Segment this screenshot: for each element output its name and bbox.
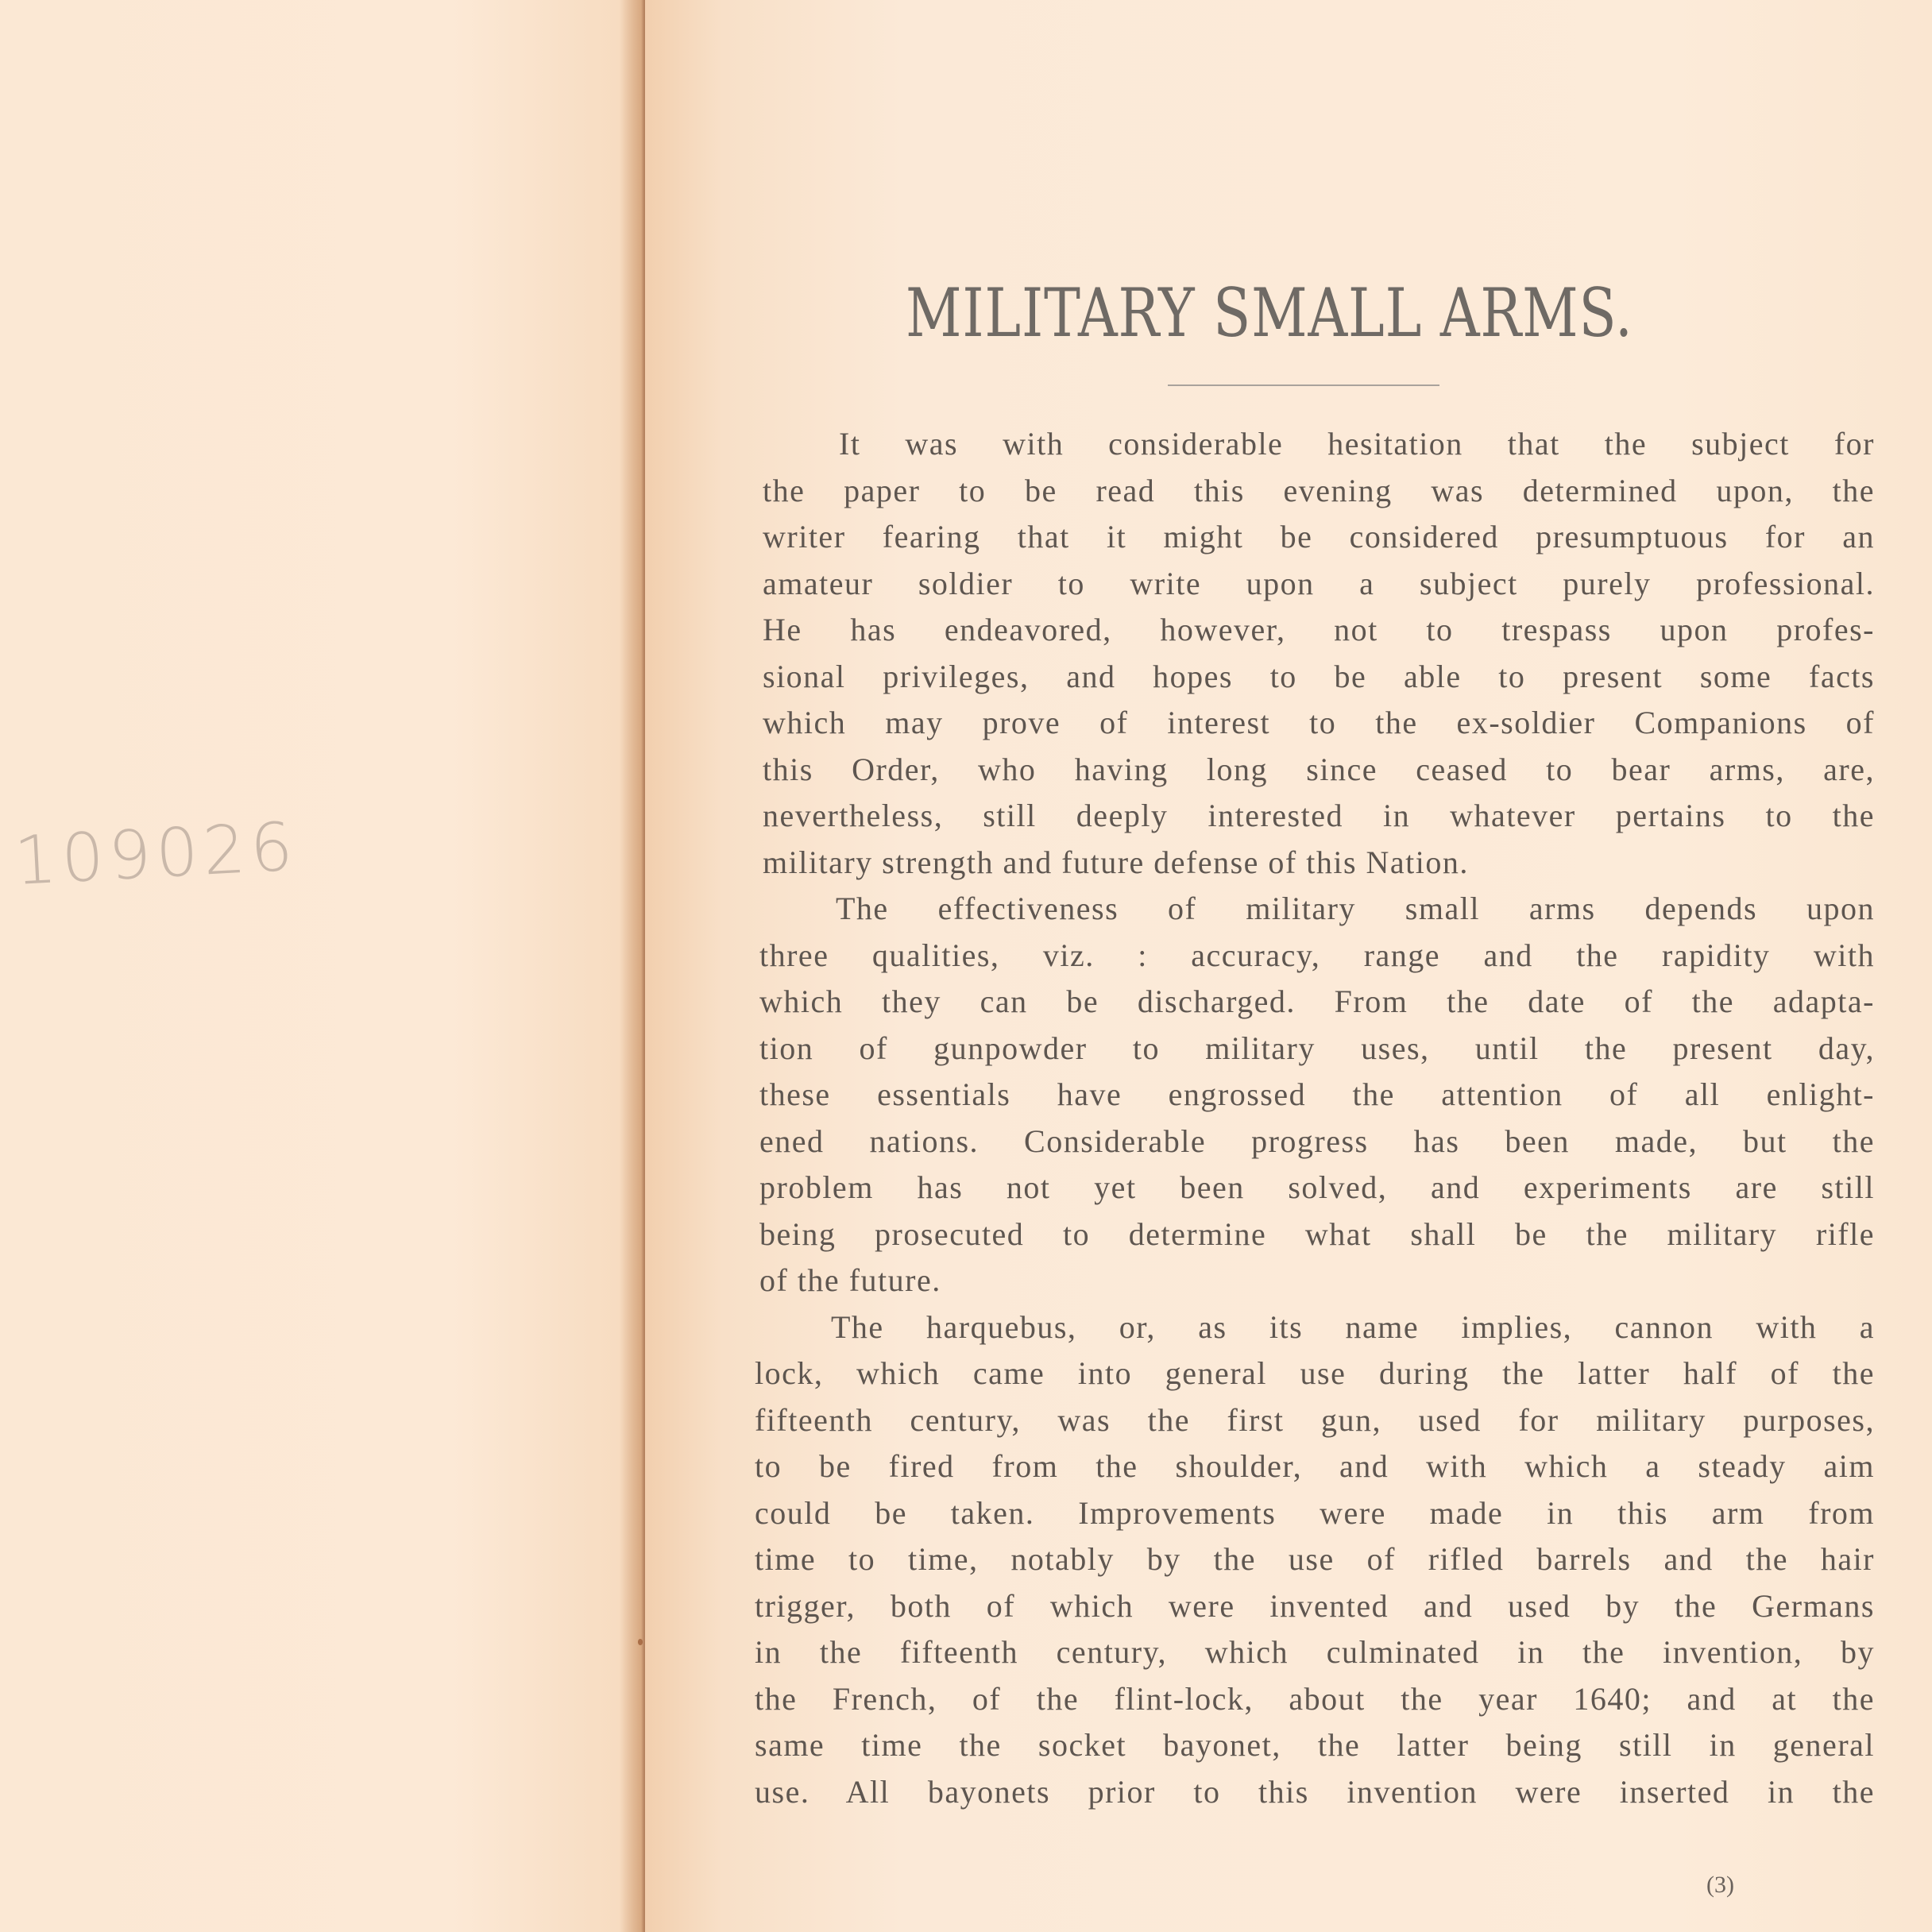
text-line: writer fearing that it might be considered presumptuous for an (763, 519, 1875, 554)
text-line: which they can be discharged. From the date of the adapta- (759, 983, 1875, 1019)
text-line: ened nations. Considerable progress has been made, but the (759, 1122, 1875, 1159)
text-line: He has endeavored, however, not to trespass upon profes- (763, 612, 1875, 647)
text-line: of the future. (759, 1262, 941, 1298)
text-line: in the fifteenth century, which culminated in the invention, by (755, 1634, 1875, 1670)
page-number: (3) (1706, 1872, 1734, 1898)
text-line: The effectiveness of military small arms depends upon (836, 891, 1875, 926)
text-line: being prosecuted to determine what shall be the military rifle (759, 1215, 1875, 1252)
text-line: military strength and future defense of this Nation. (763, 844, 1469, 880)
pencil-accession-number: 109026 (12, 807, 299, 900)
left-page (0, 0, 645, 1932)
text-line: could be taken. Improvements were made in this arm from (755, 1494, 1875, 1531)
text-line: three qualities, viz. : accuracy, range and the rapidity with (759, 937, 1875, 973)
text-line: this Order, who having long since ceased to bear arms, are, (763, 751, 1875, 787)
title-rule (1168, 384, 1439, 386)
body-text (755, 421, 1875, 1815)
paragraph (755, 1304, 1875, 1816)
text-line: lock, which came into general use during the latter half of the (755, 1355, 1875, 1391)
text-line: which may prove of interest to the ex-soldier Companions of (763, 705, 1875, 740)
text-line: time to time, notably by the use of rifled barrels and the hair (755, 1541, 1875, 1577)
text-line: It was with considerable hesitation that the subject for (839, 426, 1875, 462)
paragraph (763, 421, 1875, 886)
text-line: use. All bayonets prior to this invention were inserted in the (755, 1773, 1875, 1810)
text-line: nevertheless, still deeply interested in whatever pertains to the (763, 798, 1875, 833)
text-line: fifteenth century, was the first gun, used for military purposes, (755, 1401, 1875, 1438)
text-line: the paper to be read this evening was determined upon, the (763, 472, 1875, 508)
text-line: the French, of the flint-lock, about the year 1640; and at the (755, 1680, 1875, 1717)
text-line: same time the socket bayonet, the latter being still in general (755, 1727, 1875, 1763)
text-line: problem has not yet been solved, and experiments are still (759, 1169, 1875, 1205)
text-line: tion of gunpowder to military uses, until the present day, (759, 1030, 1875, 1066)
text-line: to be fired from the shoulder, and with which a steady aim (755, 1448, 1875, 1484)
paragraph (759, 886, 1875, 1304)
text-line: trigger, both of which were invented and used by the Germans (755, 1587, 1875, 1624)
text-line: sional privileges, and hopes to be able to present some facts (763, 658, 1875, 694)
text-line: amateur soldier to write upon a subject purely professional. (763, 565, 1875, 601)
page-title: MILITARY SMALL ARMS. (906, 274, 1633, 352)
text-line: The harquebus, or, as its name implies, cannon with a (831, 1308, 1875, 1345)
text-line: these essentials have engrossed the attention of all enlight- (759, 1076, 1875, 1112)
